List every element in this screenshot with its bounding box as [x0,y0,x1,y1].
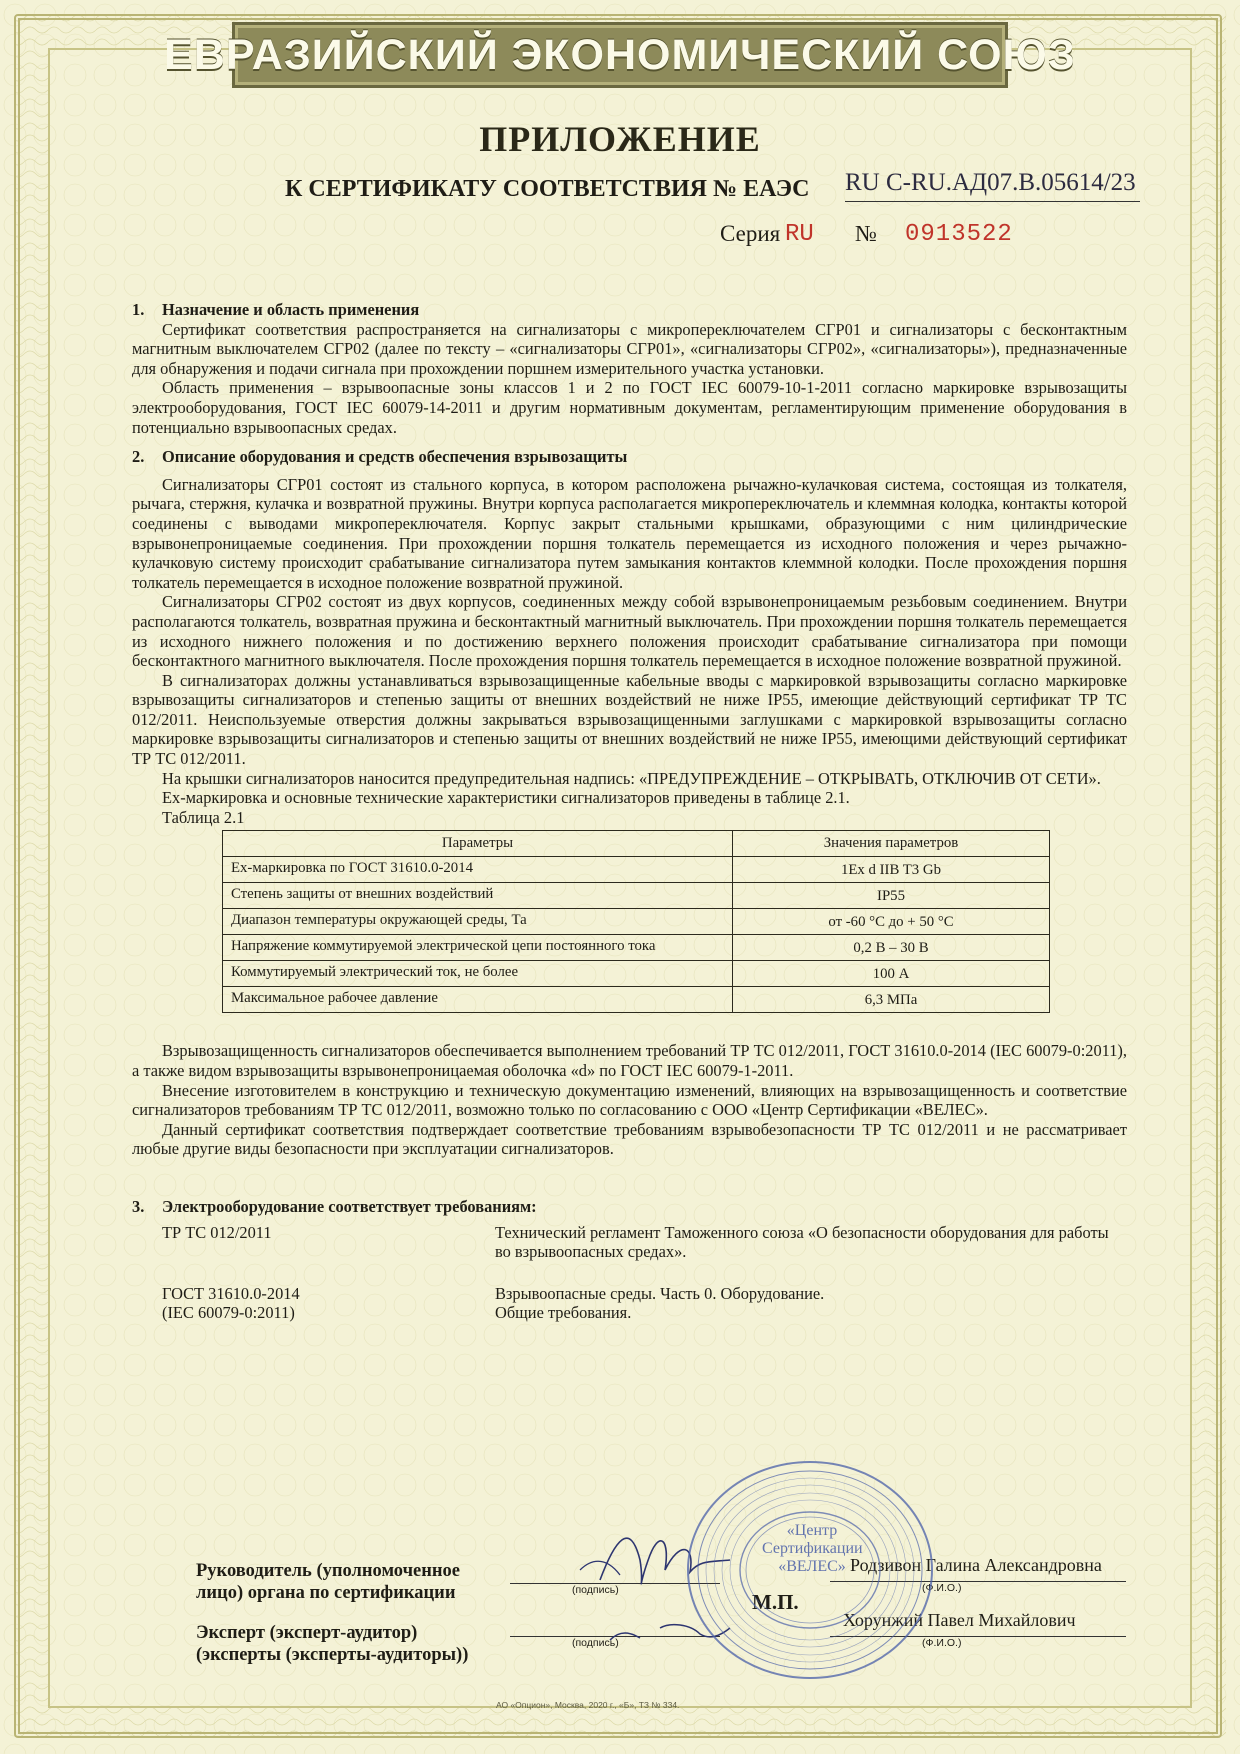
table-row [223,883,1050,909]
head-name: Родзивон Галина Александровна [850,1555,1102,1575]
seal-place-label: М.П. [752,1590,799,1614]
table-cell: Ex-маркировка по ГОСТ 31610.0-2014 [223,857,733,883]
section-number: 2. [132,447,145,467]
column-header: Параметры [223,831,733,857]
label-line: (эксперты (эксперты-аудиторы)) [196,1645,469,1665]
table-cell: от -60 °С до + 50 °С [733,909,1050,935]
table-row [223,909,1050,935]
requirement-description: Технический регламент Таможенного союза «О безопасности оборудования для работы во взрывоопасных средах». [495,1222,1109,1262]
fio-caption: (Ф.И.О.) [922,1637,962,1649]
paragraph: Данный сертификат соответствия подтверждает соответствие требованиям взрывобезопасности ТР ТС 012/2011 и не рассматривает любые другие виды безопасности при эксплуатации сигнализаторов. [132,1119,1127,1159]
paragraph: На крышки сигнализаторов наносится предупредительная надпись: «ПРЕДУПРЕЖДЕНИЕ – ОТКРЫВАТЬ, ОТКЛЮЧИВ ОТ СЕТИ». [162,768,1101,788]
section-number: 3. [132,1197,145,1216]
section-title: Назначение и область применения [162,300,420,319]
series-label: Серия [720,221,781,246]
label-line: Руководитель (уполномоченное [196,1561,461,1581]
table-caption: Таблица 2.1 [162,807,245,827]
paragraph: Сигнализаторы СГР01 состоят из стального корпуса, в котором расположена рычажно-кулачковая система, состоящая из толкателя, рычага, стержня, кулачка и возвратной пружины. Внутри корпуса располагается микропереключатель и клеммная колодка, контакты которой соединены с выводами микропереключателя. Корпус закрыт стальными крышками, образующими с ним цилиндрические взрывонепроницаемые соединения. При прохождении поршня толкатель перемещается из исходного положения и через рычажно-кулачковую систему происходит срабатывание сигнализатора путем замыкания контактов клеммной колодки. После прохождения поршня толкатель перемещается в исходное положение возвратной пружиной. [132,474,1127,592]
expert-name: Хорунжий Павел Михайлович [843,1610,1076,1630]
head-signature-label [196,1560,496,1604]
table-cell: Максимальное рабочее давление [223,987,733,1013]
label-line: лицо) органа по сертификации [196,1583,456,1603]
stamp-line: Сертификации [762,1540,863,1557]
paragraph: Область применения – взрывоопасные зоны классов 1 и 2 по ГОСТ IEC 60079-10-1-2011 согласно маркировке взрывозащиты электрооборудования, ГОСТ IEC 60079-14-2011 и другим нормативным документам, регламентирующим применение оборудования в потенциально взрывоопасных средах. [132,378,1127,437]
parameters-table [222,830,1050,1013]
paragraph: Сертификат соответствия распространяется на сигнализаторы с микропереключателем СГР01 и сигнализаторы с бесконтактным магнитным выключателем СГР02 (далее по тексту – «сигнализаторы СГР01», «сигнализаторы СГР02», «сигнализаторы»), предназначенные для обнаружения и подачи сигнала при прохождении поршнем измерительного участка установки. [132,319,1127,378]
certificate-label: К СЕРТИФИКАТУ СООТВЕТСТВИЯ № ЕАЭС [285,176,810,202]
table-row [223,935,1050,961]
table-row [223,987,1050,1013]
column-header: Значения параметров [733,831,1050,857]
number-label: № [855,221,877,246]
requirement-row [162,1284,1127,1323]
section-title: Описание оборудования и средств обеспечения взрывозащиты [162,447,628,467]
banner-text: ЕВРАЗИЙСКИЙ ЭКОНОМИЧЕСКИЙ СОЮЗ [164,30,1076,79]
table-row [223,961,1050,987]
requirement-code-line: ГОСТ 31610.0-2014 [162,1283,300,1303]
section-number: 1. [132,300,145,319]
table-cell: 100 А [733,961,1050,987]
table-cell: 0,2 В – 30 В [733,935,1050,961]
paragraph: Ex-маркировка и основные технические характеристики сигнализаторов приведены в таблице 2.1. [162,788,850,808]
requirement-description [495,1284,1127,1323]
stamp-line: «Центр [786,1522,838,1539]
blank-number: 0913522 [905,221,1013,248]
table-cell: Степень защиты от внешних воздействий [223,883,733,909]
stamp-center-text [762,1522,862,1576]
document-body [132,300,1127,1323]
label-line: Эксперт (эксперт-аудитор) [196,1623,418,1643]
table-row [223,857,1050,883]
expert-signature-label [196,1622,496,1666]
page-title: ПРИЛОЖЕНИЕ [479,119,761,159]
table-header-row [223,831,1050,857]
table-cell: IP55 [733,883,1050,909]
paragraph: Взрывозащищенность сигнализаторов обеспечивается выполнением требований ТР ТС 012/2011, ГОСТ 31610.0-2014 (IEC 60079-0:2011), а также видом взрывозащиты взрывонепроницаемая оболочка «d» по ГОСТ IEC 60079-1-2011. [132,1041,1127,1081]
signature-caption: (подпись) [572,1637,619,1649]
paragraph: В сигнализаторах должны устанавливаться взрывозащищенные кабельные вводы с маркировкой взрывозащиты согласно маркировке взрывозащиты сигнализаторов и степенью защиты от внешних воздействий не ниже IP55, имеющие действующий сертификат ТР ТС 012/2011. Неиспользуемые отверстия должны закрываться взрывозащищенными заглушками с маркировкой взрывозащиты согласно маркировке взрывозащиты сигнализаторов и степенью защиты от внешних воздействий не ниже IP55, имеющими действующий сертификат ТР ТС 012/2011. [132,670,1127,769]
section-title: Электрооборудование соответствует требованиям: [162,1197,537,1216]
table-cell: 1Ex d IIB T3 Gb [733,857,1050,883]
printer-footer: АО «Опцион», Москва, 2020 г., «Б», ТЗ № 334. [496,1700,680,1710]
requirement-code: ТР ТС 012/2011 [162,1222,272,1242]
table-cell: Диапазон температуры окружающей среды, Та [223,909,733,935]
stamp-line: «ВЕЛЕС» [778,1558,846,1575]
paragraph: Внесение изготовителем в конструкцию и техническую документацию изменений, влияющих на взрывозащищенность и соответствие сигнализаторов требованиям ТР ТС 012/2011, возможно только по согласованию с ООО «Центр Сертификации «ВЕЛЕС». [132,1080,1127,1120]
table-cell: 6,3 МПа [733,987,1050,1013]
requirement-description-line: Общие требования. [495,1303,632,1323]
paragraph: Сигнализаторы СГР02 состоят из двух корпусов, соединенных между собой взрывонепроницаемым резьбовым соединением. Внутри располагаются толкатель, возвратная пружина и бесконтактный магнитный выключатель. При прохождении поршня толкатель перемещается из исходного нижнего положения и по достижению верхнего положения происходит срабатывание сигнализатора при помощи бесконтактного магнитного выключателя. После прохождения поршня толкатель перемещается в исходное положение возвратной пружиной. [132,592,1127,671]
requirement-code [162,1284,495,1323]
section-2-heading [132,447,1127,467]
certificate-number-underline [845,201,1140,202]
signature-caption: (подпись) [572,1584,619,1596]
table-cell: Коммутируемый электрический ток, не более [223,961,733,987]
section-3-heading [132,1197,1127,1217]
certificate-number: RU C-RU.АД07.В.05614/23 [845,169,1136,196]
series-code: RU [785,221,814,248]
section-1-heading [132,300,1127,320]
header-banner [164,22,1076,88]
fio-caption: (Ф.И.О.) [922,1582,962,1594]
table-cell: Напряжение коммутируемой электрической цепи постоянного тока [223,935,733,961]
requirement-code-line: (IEC 60079-0:2011) [162,1303,295,1323]
requirement-description-line: Взрывоопасные среды. Часть 0. Оборудование. [495,1283,825,1303]
requirement-row [162,1223,1127,1262]
